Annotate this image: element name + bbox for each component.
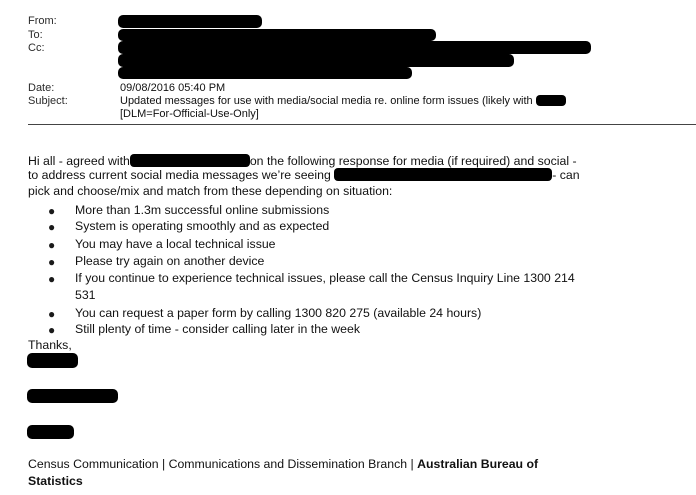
cc-redaction-3 — [118, 67, 412, 79]
intro-text-a: Hi all - agreed with — [28, 154, 130, 168]
bullet-dot-1: ● — [48, 204, 56, 218]
bullet-4: Please try again on another device — [75, 254, 265, 268]
intro-text-c: to address current social media messages we’re seeing — [28, 168, 331, 182]
cc-redaction-2 — [118, 54, 514, 67]
date-value: 09/08/2016 05:40 PM — [120, 82, 226, 94]
intro-redaction-2 — [334, 168, 552, 181]
intro-text-d: - can — [552, 168, 580, 182]
intro-line-1 — [28, 154, 577, 168]
bullet-6: You can request a paper form by calling 1300 820 275 (available 24 hours) — [75, 306, 482, 320]
to-label: To: — [28, 29, 43, 41]
bullet-dot-6: ● — [48, 307, 56, 321]
bullet-5-continued: 531 — [75, 288, 96, 302]
bullet-3: You may have a local technical issue — [75, 237, 276, 251]
bullet-dot-7: ● — [48, 323, 56, 337]
signature-org-1: Australian Bureau of — [417, 457, 539, 471]
intro-line-3: pick and choose/mix and match from these depending on situation: — [28, 184, 393, 198]
sender-title-redaction — [27, 389, 118, 403]
signature-org-2: Statistics — [28, 474, 83, 488]
bullet-dot-5: ● — [48, 272, 56, 286]
bullet-1: More than 1.3m successful online submissions — [75, 203, 330, 217]
intro-redaction-1 — [130, 154, 250, 167]
subject-label: Subject: — [28, 95, 68, 107]
subject-line-1 — [120, 95, 566, 107]
from-redaction — [118, 15, 262, 28]
intro-text-b: on the following response for media (if required) and social - — [249, 154, 577, 168]
intro-line-2 — [28, 168, 580, 182]
header-divider — [28, 124, 696, 125]
bullet-5: If you continue to experience technical issues, please call the Census Inquiry Line 1300 214 — [75, 271, 575, 285]
bullet-2: System is operating smoothly and as expected — [75, 219, 330, 233]
to-redaction — [118, 29, 436, 41]
from-label: From: — [28, 15, 57, 27]
date-label: Date: — [28, 82, 55, 94]
subject-text-1: Updated messages for use with media/social media re. online form issues (likely with — [120, 95, 533, 107]
bullet-7: Still plenty of time - consider calling later in the week — [75, 322, 361, 336]
cc-label: Cc: — [28, 42, 45, 54]
cc-redaction-1 — [118, 41, 591, 54]
bullet-dot-2: ● — [48, 220, 56, 234]
signature-line-1 — [28, 457, 538, 471]
sender-contact-redaction — [27, 425, 74, 439]
bullet-dot-4: ● — [48, 255, 56, 269]
signature-unit: Census Communication | Communications and Dissemination Branch | — [28, 457, 418, 471]
subject-redaction — [536, 95, 566, 106]
sender-name-redaction — [27, 353, 78, 368]
subject-line-2: [DLM=For-Official-Use-Only] — [120, 108, 259, 120]
bullet-dot-3: ● — [48, 238, 56, 252]
thanks-text: Thanks, — [28, 338, 72, 352]
